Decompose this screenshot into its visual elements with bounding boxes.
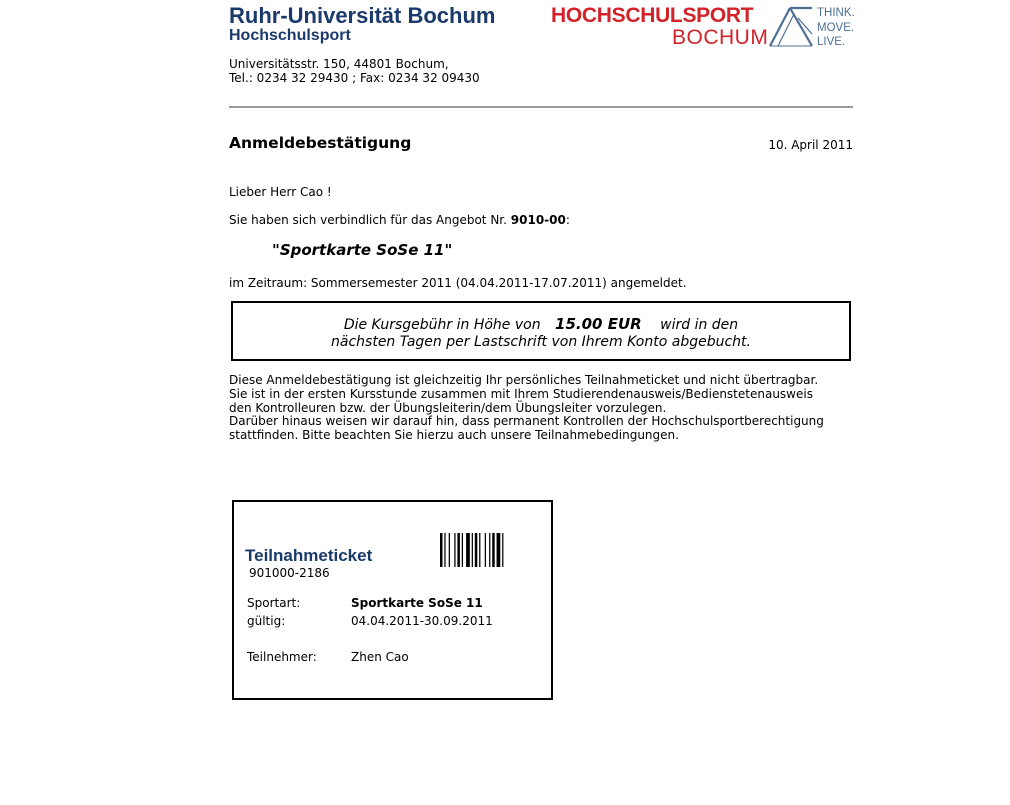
fee-line-2: nächsten Tagen per Lastschrift von Ihrem Konto abgebucht. [331,334,751,350]
university-name: Ruhr-Universität Bochum [229,3,496,28]
valid-label: gültig: [247,614,286,628]
slogan-move: MOVE. [817,21,855,34]
offer-number: 9010-00 [510,213,566,227]
fee-suffix: wird in den [660,317,739,333]
logo-text-line1: HOCHSCHULSPORT [551,4,754,27]
fee-prefix: Die Kursgebühr in Höhe von [343,317,541,333]
valid-value: 04.04.2011-30.09.2011 [351,614,493,628]
letter-subject: Anmeldebestätigung [229,134,412,152]
slogan-live: LIVE. [817,36,846,48]
participation-ticket [232,500,553,700]
fee-amount: 15.00 EUR [555,315,642,333]
sport-label: Sportart: [247,596,301,610]
barcode-icon [440,533,544,567]
intro-text: Sie haben sich verbindlich für das Angebot Nr. [229,213,507,227]
offer-title: "Sportkarte SoSe 11" [272,241,453,259]
intro-colon: : [565,213,570,227]
participant-value: Zhen Cao [351,650,409,664]
registration-intro [229,213,570,227]
logo-text-line2: BOCHUM [672,26,769,49]
letter-date: 10. April 2011 [768,138,853,152]
notice-line: Darüber hinaus weisen wir darauf hin, dass permanent Kontrollen der Hochschulsportberechtigung [229,414,824,429]
salutation: Lieber Herr Cao ! [229,185,332,199]
notice-line: den Kontrolleuren bzw. der Übungsleiterin/dem Übungsleiter vorzulegen. [229,400,667,415]
logo-slogan [817,6,867,50]
slogan-think: THINK. [817,7,855,19]
registration-period: im Zeitraum: Sommersemester 2011 (04.04.2011-17.07.2011) angemeldet. [229,276,687,290]
ticket-number: 901000-2186 [249,566,330,580]
sport-value: Sportkarte SoSe 11 [351,596,483,610]
address-line-phone: Tel.: 0234 32 29430 ; Fax: 0234 32 09430 [229,71,480,85]
sender-address [229,57,480,85]
ticket-title: Teilnahmeticket [245,546,373,565]
address-line-street: Universitätsstr. 150, 44801 Bochum, [229,57,449,71]
participant-label: Teilnehmer: [247,650,317,664]
hochschulsport-logo-mark-icon [768,6,814,48]
department-name: Hochschulsport [229,27,351,44]
notice-line: Sie ist in der ersten Kursstunde zusammen mit Ihrem Studierendenausweis/Bedienstetenausweis [229,386,813,401]
fee-line-1 [233,315,849,334]
ticket-notice [229,374,855,443]
notice-line: stattfinden. Bitte beachten Sie hierzu auch unsere Teilnahmebedingungen. [229,428,679,443]
fee-notice-box [231,301,851,361]
header-divider [229,106,853,108]
notice-line: Diese Anmeldebestätigung ist gleichzeitig Ihr persönliches Teilnahmeticket und nicht übertragbar. [229,373,819,387]
